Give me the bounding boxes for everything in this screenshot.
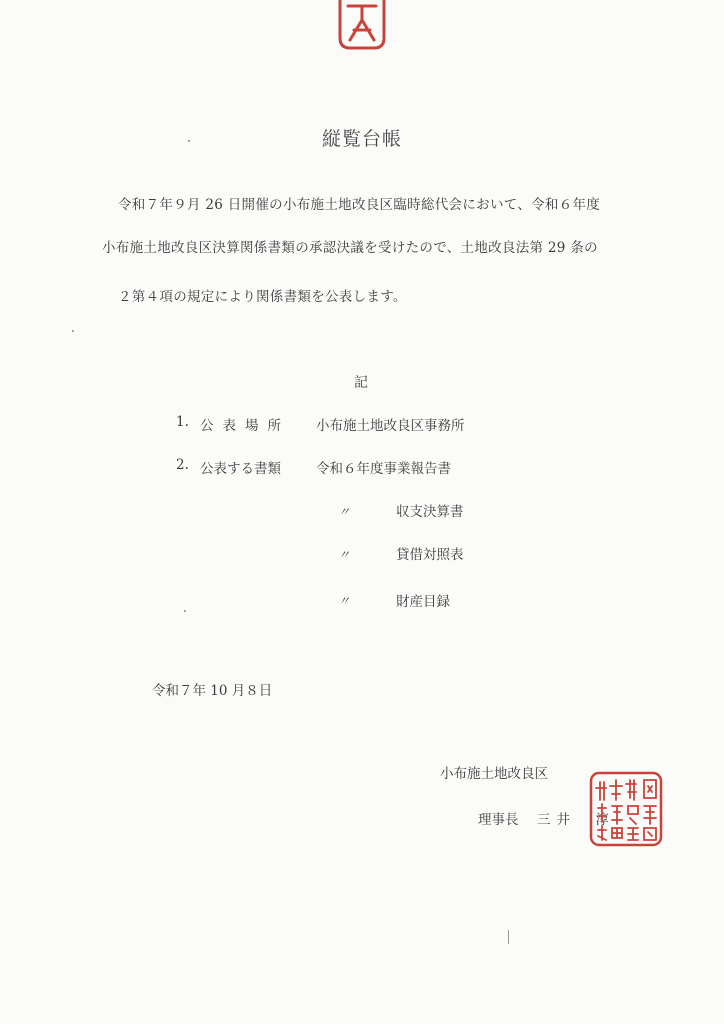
scan-speck xyxy=(188,140,190,142)
sub-item-value: 収支決算書 xyxy=(396,504,464,520)
item-number: 1. xyxy=(176,414,189,430)
ditto-mark: 〃 xyxy=(338,505,351,519)
ditto-mark: 〃 xyxy=(338,548,351,562)
signatory-title: 理事長 xyxy=(478,812,519,828)
ki-heading: 記 xyxy=(354,375,368,391)
body-line-1: 令和７年９月 26 日開催の小布施土地改良区臨時総代会において、令和６年度 xyxy=(118,197,601,213)
item-label: 公表する書類 xyxy=(200,461,281,477)
body-line-3: ２第４項の規定により関係書類を公表します。 xyxy=(118,289,407,305)
document-date: 令和７年 10 月８日 xyxy=(152,683,273,699)
official-seal-stamp xyxy=(588,770,664,848)
signatory-name: 三井 淳 xyxy=(537,812,615,828)
scan-speck xyxy=(508,930,509,944)
sub-item-value: 貸借対照表 xyxy=(396,547,464,563)
top-seal-stamp xyxy=(336,0,388,50)
item-label: 公表場所 xyxy=(200,418,290,434)
scan-speck xyxy=(72,330,74,332)
item-number: 2. xyxy=(176,457,189,473)
body-line-2: 小布施土地改良区決算関係書類の承認決議を受けたので、土地改良法第 29 条の xyxy=(102,240,598,256)
document-title: 縦覧台帳 xyxy=(321,128,402,150)
item-value: 小布施土地改良区事務所 xyxy=(316,418,465,434)
organization-name: 小布施土地改良区 xyxy=(440,766,548,782)
scan-speck xyxy=(184,610,186,612)
sub-item-value: 財産目録 xyxy=(396,594,450,610)
item-value: 令和６年度事業報告書 xyxy=(316,461,451,477)
ditto-mark: 〃 xyxy=(338,594,351,608)
